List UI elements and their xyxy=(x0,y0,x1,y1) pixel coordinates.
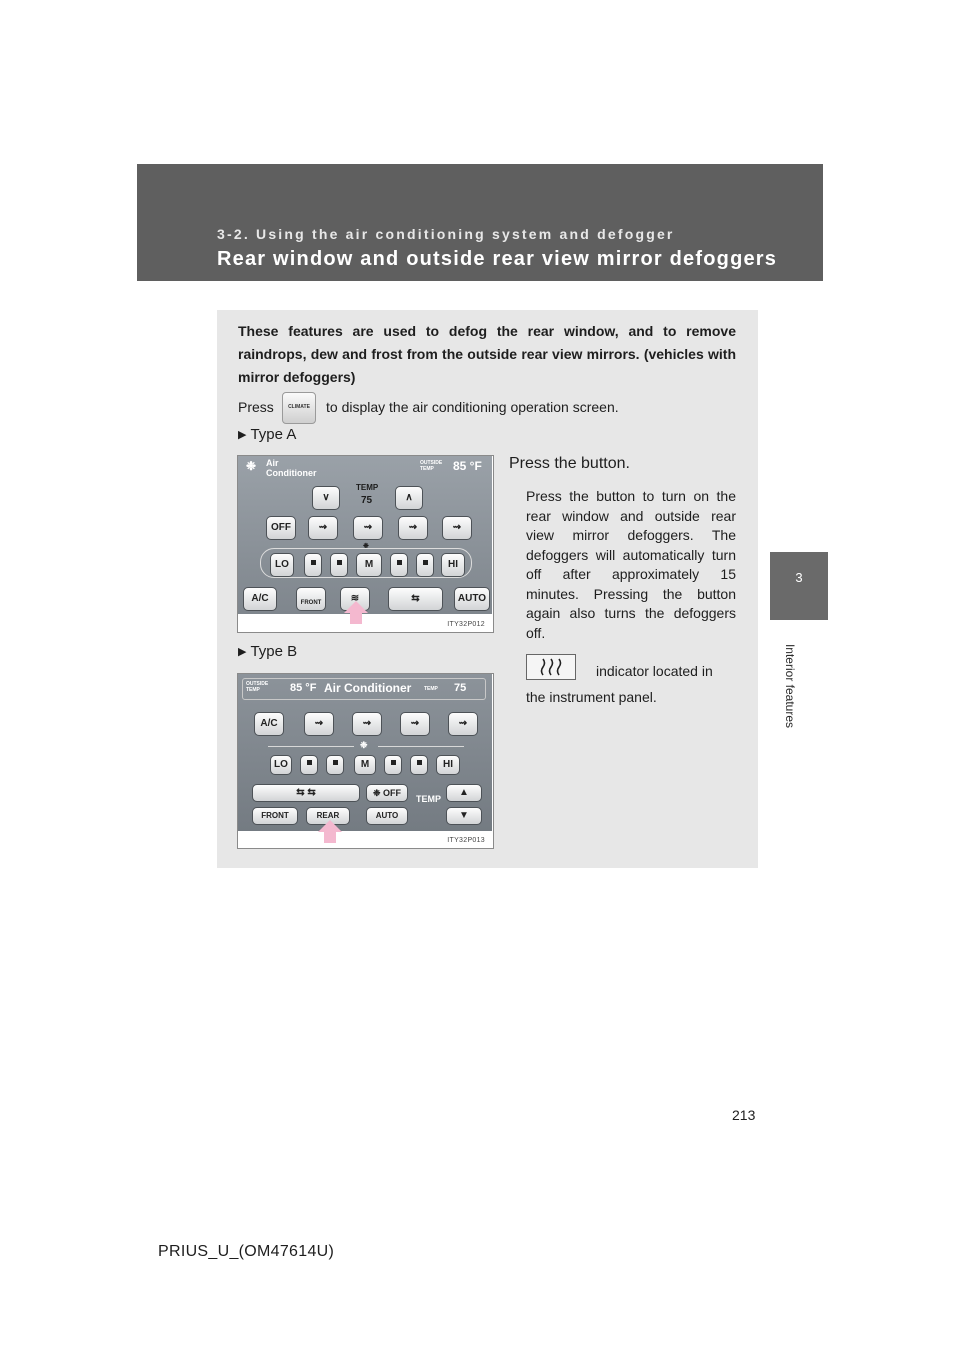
press-text: Press xyxy=(238,399,274,415)
bilevel-vent-button[interactable] xyxy=(352,712,382,736)
section-subtitle: 3-2. Using the air conditioning system and defogger xyxy=(217,226,675,242)
section-header xyxy=(137,164,823,281)
temp-up-button[interactable] xyxy=(395,486,423,510)
chevron-down-icon: ∨ xyxy=(322,492,330,503)
chapter-label-text: Interior features xyxy=(783,643,797,729)
recirculation-button[interactable] xyxy=(388,587,443,611)
type-a-screen-image xyxy=(237,455,494,633)
chevron-up-icon: ∧ xyxy=(405,492,413,503)
temp-down-button[interactable] xyxy=(446,807,482,825)
bilevel-vent-button[interactable] xyxy=(353,516,383,540)
fan-speed-6-button[interactable] xyxy=(410,755,428,775)
screen-title-line2: Conditioner xyxy=(266,468,317,478)
fan-speed-5-button[interactable] xyxy=(384,755,402,775)
triangle-icon: ▶ xyxy=(238,429,247,441)
temp-value: 75 xyxy=(454,682,467,694)
airflow-bilevel-icon: ⇝ xyxy=(362,718,372,729)
fan-icon: ❉ xyxy=(372,788,384,798)
chapter-label xyxy=(780,632,796,742)
temp-value: 75 xyxy=(361,495,373,506)
airflow-feet-window-icon: ⇝ xyxy=(458,718,468,729)
type-a-screen xyxy=(238,456,492,614)
front-defog-button[interactable]: FRONT xyxy=(252,807,298,825)
image-code: ITY32P013 xyxy=(447,837,485,844)
indicator-text: indicator located in the instrument panel. xyxy=(526,663,713,705)
screen-title-line1: Air xyxy=(266,458,279,468)
fan-speed-5-button[interactable] xyxy=(390,553,408,577)
outside-temp-label-1: OUTSIDE xyxy=(246,681,269,687)
temp-down-button[interactable] xyxy=(312,486,340,510)
feet-vent-button[interactable] xyxy=(400,712,430,736)
type-b-screen-image xyxy=(237,673,494,849)
car-airflow-icon: ⇆ xyxy=(411,593,420,604)
divider-left xyxy=(268,746,354,747)
fan-lo-button[interactable]: LO xyxy=(270,755,292,775)
rear-defog-button[interactable]: REAR xyxy=(306,807,350,825)
temp-side-label: TEMP xyxy=(416,794,442,804)
image-code: ITY32P012 xyxy=(447,621,485,628)
fan-m-button[interactable]: M xyxy=(356,553,382,577)
fan-speed-3-button[interactable] xyxy=(330,553,348,577)
document-footer: PRIUS_U_(OM47614U) xyxy=(158,1243,335,1260)
dot-icon xyxy=(337,560,342,565)
dot-icon xyxy=(391,760,396,765)
airflow-bilevel-icon: ⇝ xyxy=(363,522,373,533)
fan-off-button[interactable] xyxy=(366,784,408,802)
car-airflow-icon: ⇆ ⇆ xyxy=(296,787,316,798)
fan-m-button[interactable]: M xyxy=(354,755,376,775)
climate-button-icon xyxy=(282,392,316,424)
fan-hi-button[interactable]: HI xyxy=(441,553,465,577)
auto-button[interactable]: AUTO xyxy=(366,807,408,825)
outside-temp-label-1: OUTSIDE xyxy=(420,460,443,466)
page-title: Rear window and outside rear view mirror defoggers xyxy=(217,248,778,270)
fan-hi-button[interactable]: HI xyxy=(436,755,460,775)
fan-small-icon: ❉ xyxy=(363,543,369,550)
feet-vent-button[interactable] xyxy=(398,516,428,540)
rear-defog-icon: ≋ xyxy=(350,593,360,604)
off-button[interactable]: OFF xyxy=(266,516,296,540)
press-text-after: to display the air conditioning operation screen. xyxy=(326,399,619,415)
ac-button[interactable]: A/C xyxy=(254,712,284,736)
feet-window-button[interactable] xyxy=(442,516,472,540)
auto-button[interactable]: AUTO xyxy=(454,587,490,611)
dot-icon xyxy=(311,560,316,565)
dot-icon xyxy=(417,760,422,765)
ac-button[interactable]: A/C xyxy=(243,587,277,611)
fan-small-icon: ❉ xyxy=(360,740,368,750)
fan-off-label: OFF xyxy=(383,788,402,798)
recirculation-button[interactable] xyxy=(252,784,360,802)
face-vent-button[interactable] xyxy=(304,712,334,736)
fan-speed-6-button[interactable] xyxy=(416,553,434,577)
outside-temp-value: 85 °F xyxy=(453,459,482,473)
airflow-feet-icon: ⇝ xyxy=(408,522,418,533)
fan-lo-button[interactable]: LO xyxy=(270,553,294,577)
chapter-number: 3 xyxy=(795,570,803,585)
outside-temp-label-2: TEMP xyxy=(246,687,260,693)
indicator-sentence xyxy=(526,658,736,710)
face-vent-button[interactable] xyxy=(308,516,338,540)
type-a-label: Type A xyxy=(250,426,297,443)
climate-button-label: CLIMATE xyxy=(288,404,310,410)
intro-paragraph: These features are used to defog the rear window, and to remove raindrops, dew and frost from the outside rear view mirrors. (vehicles with mirror defoggers) xyxy=(238,323,736,385)
screen-title: Air Conditioner xyxy=(324,681,412,695)
temp-label: TEMP xyxy=(424,686,438,692)
type-b-screen xyxy=(238,674,492,831)
type-b-label: Type B xyxy=(250,643,298,660)
fan-speed-2-button[interactable] xyxy=(304,553,322,577)
temp-up-button[interactable] xyxy=(446,784,482,802)
airflow-feet-window-icon: ⇝ xyxy=(452,522,462,533)
dot-icon xyxy=(307,760,312,765)
page-number: 213 xyxy=(732,1107,756,1123)
airflow-face-icon: ⇝ xyxy=(318,522,328,533)
chapter-tab xyxy=(770,552,828,620)
dot-icon xyxy=(397,560,402,565)
fan-icon: ❉ xyxy=(246,459,257,473)
type-a-heading xyxy=(238,426,296,443)
airflow-feet-icon: ⇝ xyxy=(410,718,420,729)
front-defog-button[interactable]: FRONT xyxy=(296,587,326,611)
divider-right xyxy=(378,746,464,747)
press-climate-line xyxy=(238,396,738,426)
triangle-down-icon: ▼ xyxy=(459,810,469,821)
triangle-icon: ▶ xyxy=(238,646,247,658)
instruction-heading: Press the button. xyxy=(509,455,630,472)
fan-speed-3-button[interactable] xyxy=(326,755,344,775)
outside-temp-label-2: TEMP xyxy=(420,466,434,472)
dot-icon xyxy=(423,560,428,565)
triangle-up-icon: ▲ xyxy=(459,787,469,798)
airflow-face-icon: ⇝ xyxy=(314,718,324,729)
outside-temp-value: 85 °F xyxy=(290,682,317,694)
dot-icon xyxy=(333,760,338,765)
type-b-heading xyxy=(238,643,297,660)
instruction-description: Press the button to turn on the rear window and outside rear view mirror defoggers. The defoggers will automatically turn off after approximately 15 minutes. Pressing the button again also turns the defoggers off. xyxy=(526,488,736,641)
fan-speed-2-button[interactable] xyxy=(300,755,318,775)
feet-window-button[interactable] xyxy=(448,712,478,736)
temp-label: TEMP xyxy=(356,483,379,492)
